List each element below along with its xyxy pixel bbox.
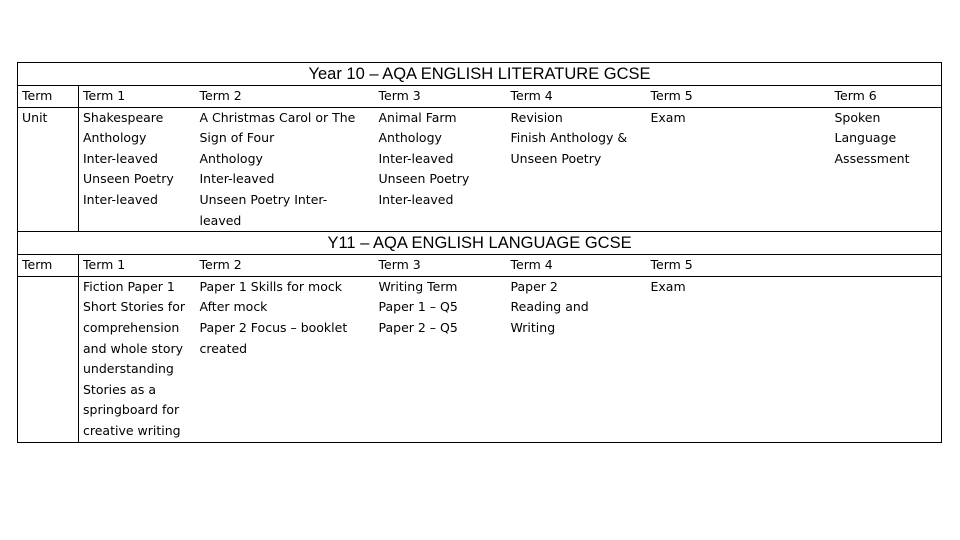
y10-term-4-line: Revision bbox=[510, 109, 563, 125]
y10-term-2-line: leaved bbox=[199, 212, 242, 228]
y10-term-3-line: Inter-leaved bbox=[378, 150, 454, 166]
y10-term-2-label: Term 2 bbox=[196, 86, 375, 108]
y10-term-1-line: Inter-leaved bbox=[83, 150, 158, 166]
y11-term-2-label: Term 2 bbox=[196, 255, 375, 277]
y11-term-2-line: Paper 2 Focus – booklet bbox=[199, 319, 348, 335]
y10-term-1-line: Unseen Poetry bbox=[83, 171, 174, 187]
curriculum-table bbox=[17, 62, 942, 443]
y11-term-1-line: Stories as a bbox=[83, 381, 157, 397]
y11-term-1-label: Term 1 bbox=[79, 255, 196, 277]
y10-row-labels bbox=[18, 86, 79, 232]
y11-term-2-cell bbox=[196, 255, 375, 442]
y11-term-2-line: Paper 1 Skills for mock bbox=[199, 278, 342, 294]
y10-term-2-line: Inter-leaved bbox=[199, 171, 275, 187]
y10-content-row bbox=[18, 86, 942, 232]
y10-term-5-label: Term 5 bbox=[647, 86, 831, 108]
y11-term-1-line: Fiction Paper 1 bbox=[83, 278, 175, 294]
y10-term-1-cell bbox=[79, 86, 196, 232]
y11-term-4-label: Term 4 bbox=[507, 255, 647, 277]
y11-term-4-line: Reading and bbox=[510, 299, 589, 315]
y11-term-1-line: comprehension bbox=[83, 319, 180, 335]
y11-term-1-line: and whole story bbox=[83, 340, 184, 356]
y10-term-3-line: Anthology bbox=[378, 130, 442, 146]
y11-term-3-line: Paper 2 – Q5 bbox=[378, 319, 458, 335]
y11-term-3-line: Paper 1 – Q5 bbox=[378, 299, 458, 315]
y11-term-3-cell bbox=[375, 255, 507, 442]
y11-term-2-line: created bbox=[199, 340, 248, 356]
y10-term-3-line: Animal Farm bbox=[378, 109, 457, 125]
y11-term-4-cell bbox=[507, 255, 647, 442]
y10-term-1-line: Inter-leaved bbox=[83, 191, 158, 207]
y10-title-row bbox=[18, 63, 942, 86]
y11-term-5-cell bbox=[647, 255, 831, 442]
y11-title: Y11 – AQA ENGLISH LANGUAGE GCSE bbox=[18, 232, 942, 255]
y10-term-5-cell bbox=[647, 86, 831, 232]
y11-term-1-line: understanding bbox=[83, 361, 174, 377]
y10-term-4-line: Unseen Poetry bbox=[510, 150, 602, 166]
y10-term-2-line: Unseen Poetry Inter- bbox=[199, 191, 328, 207]
y11-term-1-line: springboard for bbox=[83, 402, 180, 418]
y10-term-label: Term bbox=[18, 86, 78, 108]
y10-term-2-line: A Christmas Carol or The bbox=[199, 109, 356, 125]
y11-term-4-line: Paper 2 bbox=[510, 278, 558, 294]
y10-term-3-cell bbox=[375, 86, 507, 232]
y10-title: Year 10 – AQA ENGLISH LITERATURE GCSE bbox=[18, 63, 942, 86]
y11-term-2-line: After mock bbox=[199, 299, 268, 315]
y10-term-4-cell bbox=[507, 86, 647, 232]
y11-term-4-line: Writing bbox=[510, 319, 556, 335]
y11-term-1-line: Short Stories for bbox=[83, 299, 185, 315]
y10-term-4-label: Term 4 bbox=[507, 86, 647, 108]
y10-term-6-cell bbox=[831, 86, 942, 232]
y11-term-6-label bbox=[831, 255, 942, 277]
y10-term-6-line: Spoken bbox=[834, 109, 881, 125]
y11-content-row bbox=[18, 255, 942, 442]
y10-term-6-line: Assessment bbox=[834, 150, 910, 166]
y10-term-3-line: Unseen Poetry bbox=[378, 171, 470, 187]
y10-term-6-label: Term 6 bbox=[831, 86, 942, 108]
y11-term-label: Term bbox=[18, 255, 78, 277]
y11-term-3-label: Term 3 bbox=[375, 255, 507, 277]
y11-term-5-label: Term 5 bbox=[647, 255, 831, 277]
y10-term-1-label: Term 1 bbox=[79, 86, 196, 108]
y10-term-2-cell bbox=[196, 86, 375, 232]
y11-term-3-line: Writing Term bbox=[378, 278, 458, 294]
y11-term-1-cell bbox=[79, 255, 196, 442]
y10-term-3-line: Inter-leaved bbox=[378, 191, 454, 207]
y10-term-3-label: Term 3 bbox=[375, 86, 507, 108]
y11-term-5-line: Exam bbox=[650, 278, 686, 294]
y10-unit-label: Unit bbox=[22, 109, 48, 125]
y10-term-1-line: Anthology bbox=[83, 130, 147, 146]
y10-term-1-line: Shakespeare bbox=[83, 109, 164, 125]
y11-row-labels bbox=[18, 255, 79, 442]
y11-term-1-line: creative writing bbox=[83, 422, 181, 438]
y10-term-2-line: Anthology bbox=[199, 150, 263, 166]
y11-title-row bbox=[18, 232, 942, 255]
y10-term-2-line: Sign of Four bbox=[199, 130, 275, 146]
y11-term-6-cell bbox=[831, 255, 942, 442]
y10-term-4-line: Finish Anthology & bbox=[510, 130, 628, 146]
y10-term-6-line: Language bbox=[834, 130, 897, 146]
y10-term-5-line: Exam bbox=[650, 109, 686, 125]
